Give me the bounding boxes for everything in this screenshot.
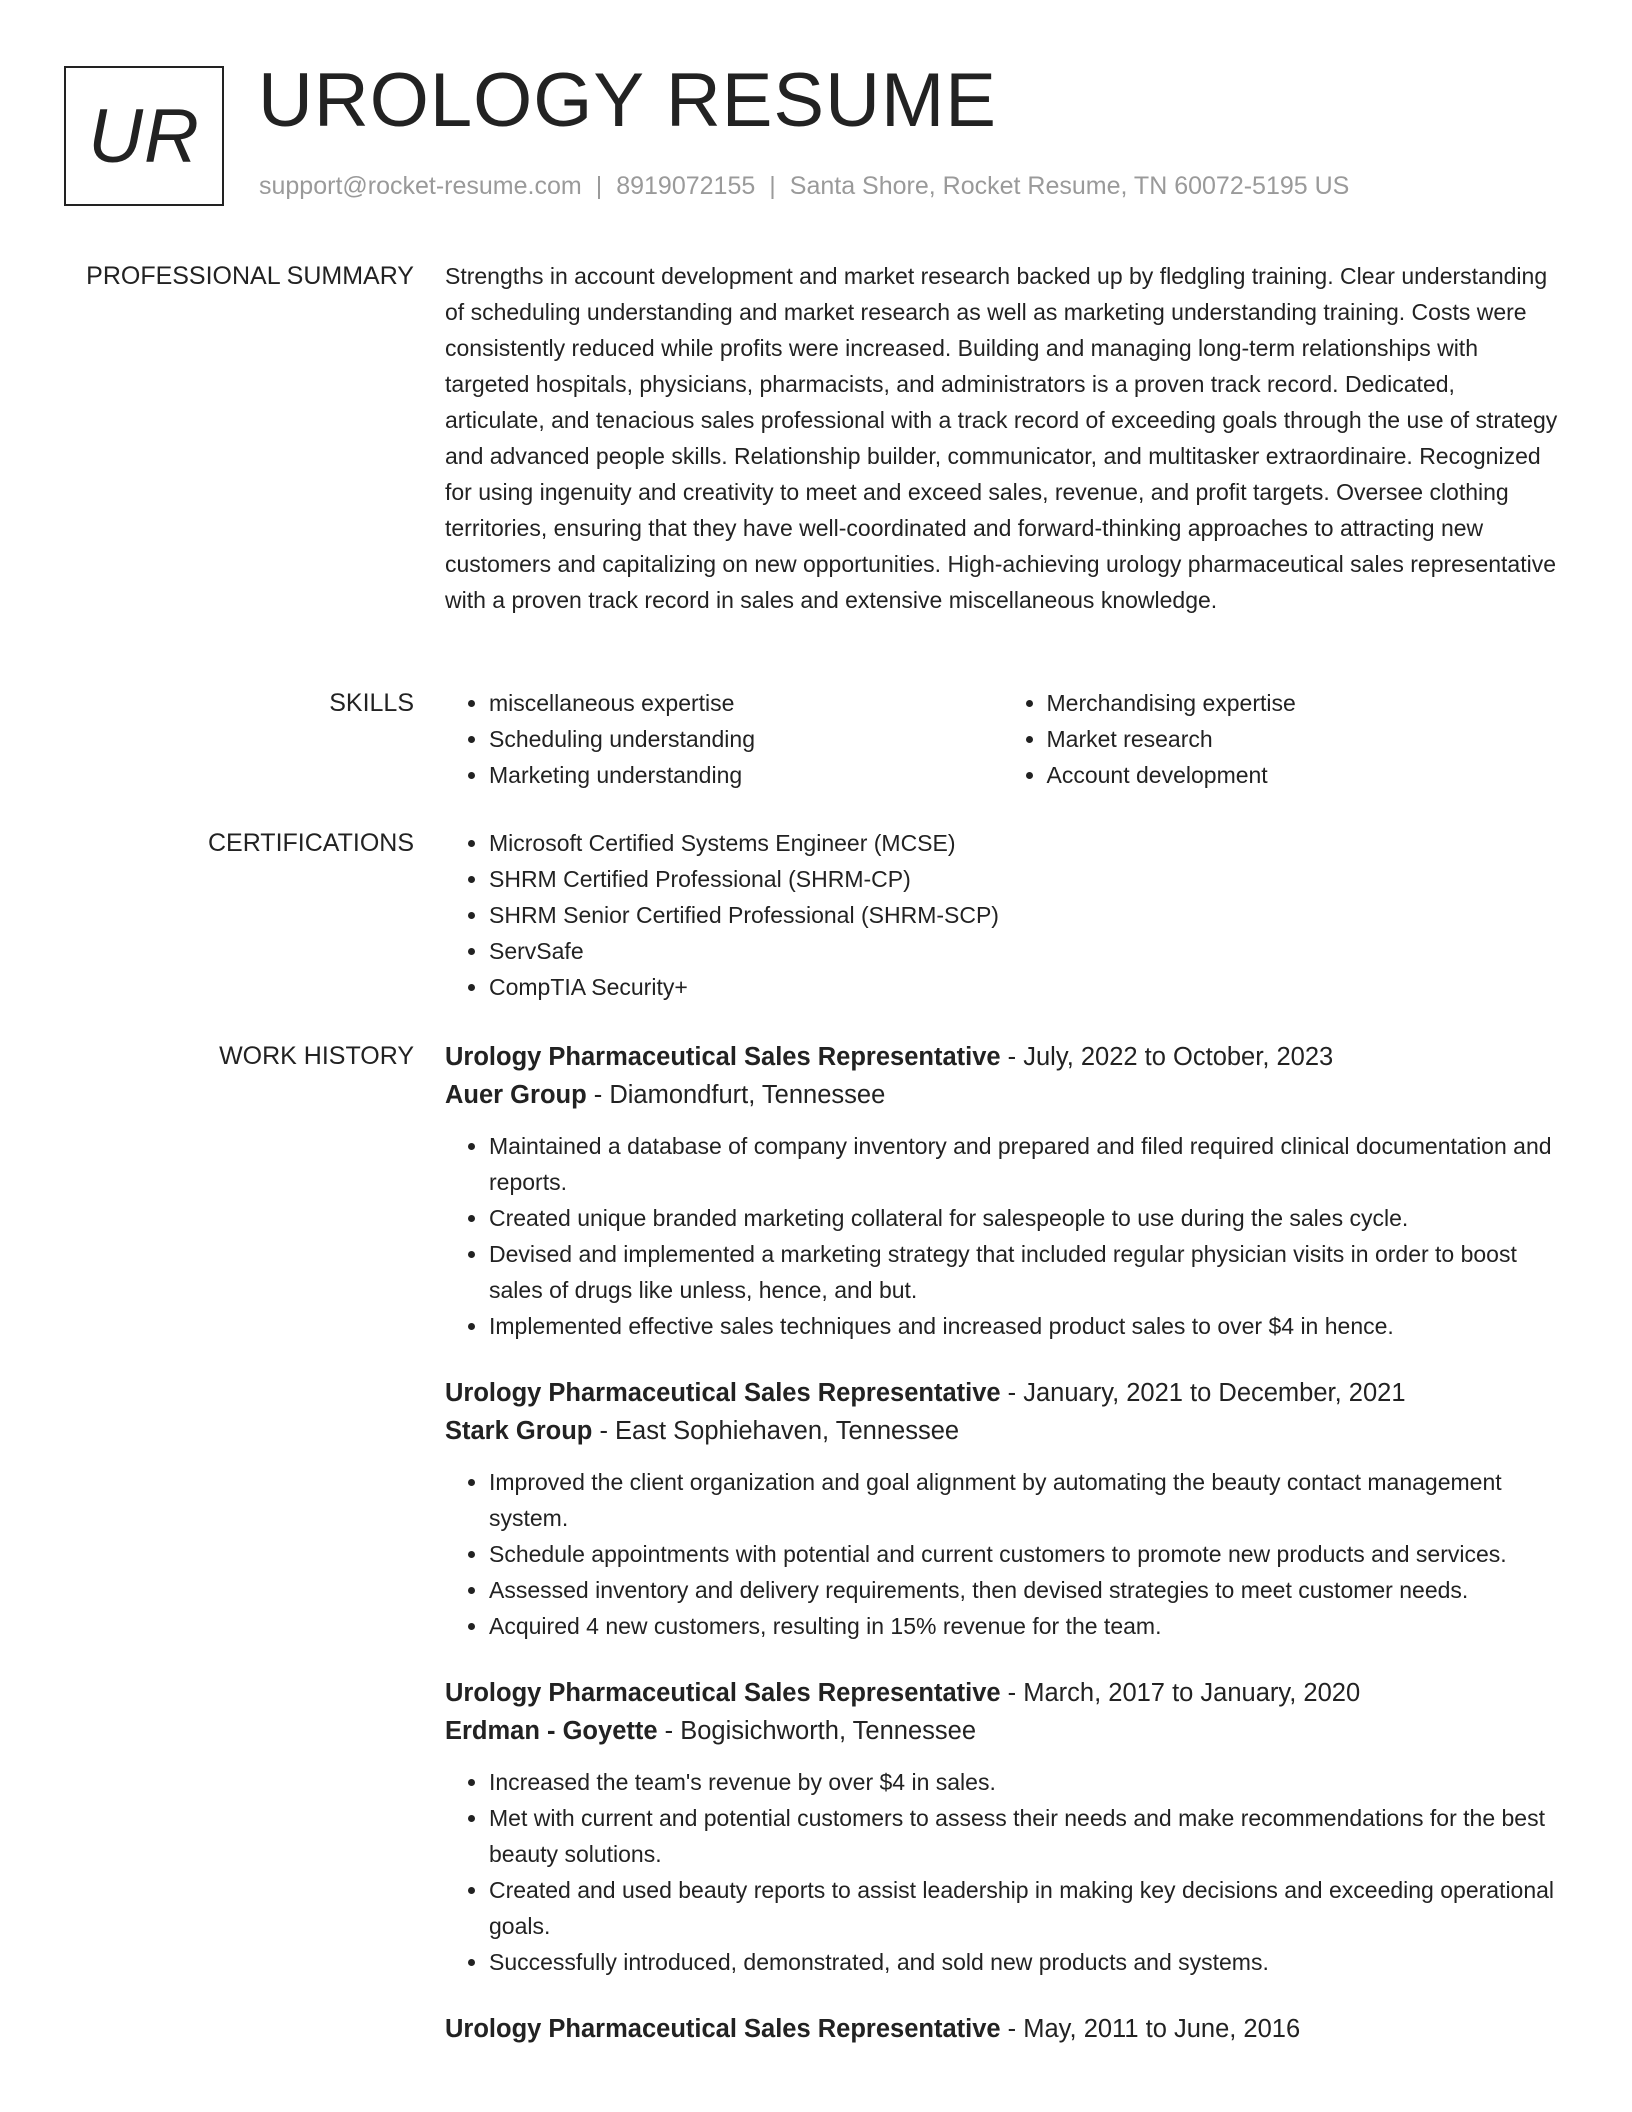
job-dates: - May, 2011 to June, 2016 xyxy=(1000,2015,1301,2043)
list-item: • Merchandising expertise xyxy=(1047,685,1561,721)
skills-column xyxy=(1003,685,1561,793)
job-company: Erdman - Goyette xyxy=(445,1717,658,1745)
contact-line xyxy=(259,172,1349,201)
job-title: Urology Pharmaceutical Sales Representative xyxy=(445,1043,1001,1071)
job-title-line xyxy=(445,1374,1560,1412)
job-company-line xyxy=(445,1076,1560,1114)
job-company: Stark Group xyxy=(445,1417,593,1445)
job-location: - Bogisichworth, Tennessee xyxy=(657,1717,976,1745)
job-title: Urology Pharmaceutical Sales Representative xyxy=(445,2015,1001,2043)
list-item: • Successfully introduced, demonstrated, and sold new products and systems. xyxy=(489,1944,1560,1980)
job-dates: - July, 2022 to October, 2023 xyxy=(1000,1043,1334,1071)
contact-address: Santa Shore, Rocket Resume, TN 60072-5195 US xyxy=(789,172,1350,200)
jobs-list xyxy=(445,1038,1560,2078)
list-item: • Scheduling understanding xyxy=(489,721,1003,757)
list-item: • ServSafe xyxy=(489,933,1560,969)
list-item: • Devised and implemented a marketing strategy that included regular physician visits in order to boost sales of drugs like unless, hence, and but. xyxy=(489,1236,1560,1308)
list-item: • Maintained a database of company inventory and prepared and filed required clinical documentation and reports. xyxy=(489,1128,1560,1200)
list-item: • Increased the team's revenue by over $4 in sales. xyxy=(489,1764,1560,1800)
summary-text: Strengths in account development and market research backed up by fledgling training. Clear understanding of scheduling understanding and market research as well as marketing understanding training. Costs were consistently reduced while profits were increased. Building and managing long-term relationships with targeted hospitals, physicians, pharmacists, and administrators is a proven track record. Dedicated, articulate, and tenacious sales professional with a track record of exceeding goals through the use of strategy and advanced people skills. Relationship builder, communicator, and multitasker extraordinaire. Recognized for using ingenuity and creativity to meet and exceed sales, revenue, and profit targets. Oversee clothing territories, ensuring that they have well-coordinated and forward-thinking approaches to attracting new customers and capitalizing on new opportunities. High-achieving urology pharmaceutical sales representative with a proven track record in sales and extensive miscellaneous knowledge. xyxy=(445,263,1558,613)
section-label-skills: SKILLS xyxy=(329,689,414,717)
list-item: • Account development xyxy=(1047,757,1561,793)
list-item: • SHRM Certified Professional (SHRM-CP) xyxy=(489,861,1560,897)
list-item: • CompTIA Security+ xyxy=(489,969,1560,1005)
contact-phone: 8919072155 xyxy=(616,172,756,200)
job-bullets xyxy=(445,1464,1560,1644)
job-bullets xyxy=(445,1764,1560,1980)
job-location: - Diamondfurt, Tennessee xyxy=(586,1081,886,1109)
contact-separator: | xyxy=(769,172,776,200)
list-item: • Microsoft Certified Systems Engineer (MCSE) xyxy=(489,825,1560,861)
job-dates: - January, 2021 to December, 2021 xyxy=(1000,1379,1406,1407)
job-entry xyxy=(445,2010,1560,2048)
job-entry xyxy=(445,1674,1560,1980)
list-item: • Assessed inventory and delivery requirements, then devised strategies to meet customer needs. xyxy=(489,1572,1560,1608)
list-item: • Improved the client organization and goal alignment by automating the beauty contact management system. xyxy=(489,1464,1560,1536)
list-item: • Met with current and potential customers to assess their needs and make recommendations for the best beauty solutions. xyxy=(489,1800,1560,1872)
job-title-line xyxy=(445,2010,1560,2048)
job-entry xyxy=(445,1038,1560,1344)
list-item: • miscellaneous expertise xyxy=(489,685,1003,721)
list-item: • Schedule appointments with potential and current customers to promote new products and services. xyxy=(489,1536,1560,1572)
job-title: Urology Pharmaceutical Sales Representative xyxy=(445,1379,1001,1407)
section-label-certifications: CERTIFICATIONS xyxy=(207,829,414,857)
skills-list xyxy=(445,685,1560,793)
job-title-line xyxy=(445,1674,1560,1712)
job-bullets xyxy=(445,1128,1560,1344)
list-item: • Marketing understanding xyxy=(489,757,1003,793)
job-company-line xyxy=(445,1412,1560,1450)
contact-separator: | xyxy=(595,172,603,200)
list-item: • Implemented effective sales techniques and increased product sales to over $4 in hence. xyxy=(489,1308,1560,1344)
job-company-line xyxy=(445,1712,1560,1750)
skills-column xyxy=(445,685,1003,793)
list-item: • SHRM Senior Certified Professional (SHRM-SCP) xyxy=(489,897,1560,933)
monogram: UR xyxy=(64,66,224,206)
list-item: • Created unique branded marketing collateral for salespeople to use during the sales cycle. xyxy=(489,1200,1560,1236)
list-item: • Created and used beauty reports to assist leadership in making key decisions and exceeding operational goals. xyxy=(489,1872,1560,1944)
job-title: Urology Pharmaceutical Sales Representative xyxy=(445,1679,1001,1707)
list-item: • Acquired 4 new customers, resulting in 15% revenue for the team. xyxy=(489,1608,1560,1644)
certifications-list xyxy=(445,825,1560,1005)
section-label-work-history: WORK HISTORY xyxy=(219,1042,414,1070)
contact-email[interactable]: support@rocket-resume.com xyxy=(259,172,582,200)
job-company: Auer Group xyxy=(445,1081,587,1109)
job-title-line xyxy=(445,1038,1560,1076)
job-dates: - March, 2017 to January, 2020 xyxy=(1000,1679,1361,1707)
job-location: - East Sophiehaven, Tennessee xyxy=(592,1417,960,1445)
list-item: • Market research xyxy=(1047,721,1561,757)
resume-title: UROLOGY RESUME xyxy=(258,58,997,143)
job-entry xyxy=(445,1374,1560,1644)
certifications-list-wrap xyxy=(445,825,1560,1005)
section-label-summary: PROFESSIONAL SUMMARY xyxy=(86,262,414,290)
